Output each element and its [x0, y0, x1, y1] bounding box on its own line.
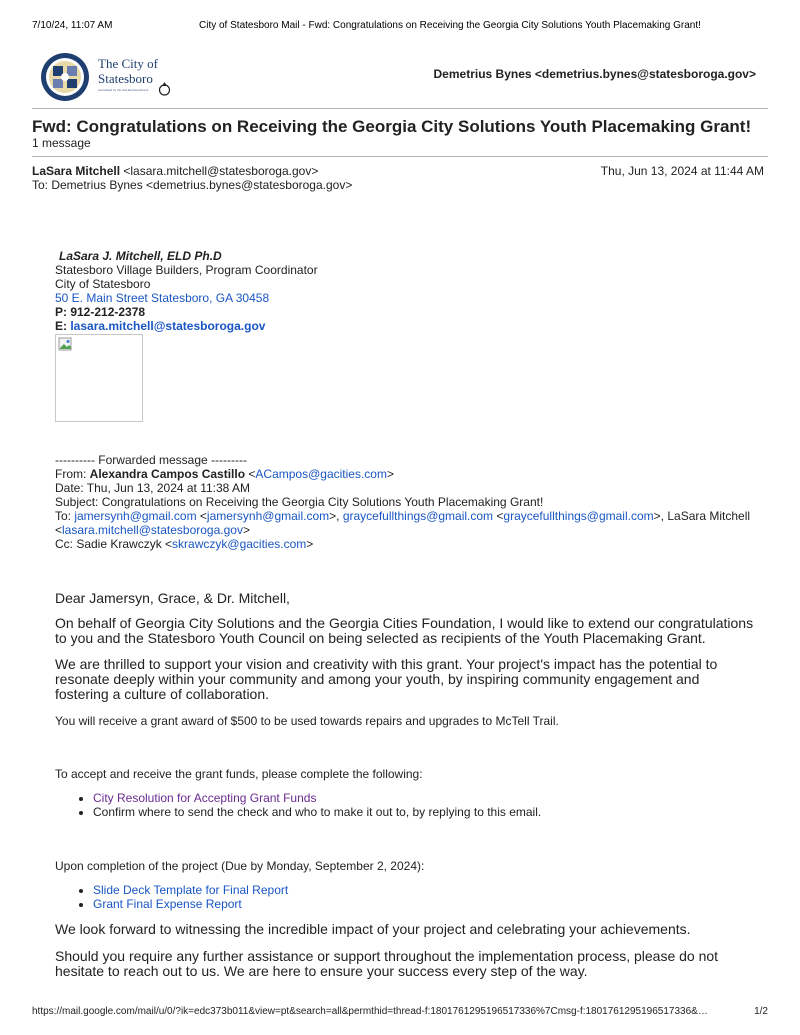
sender-name: LaSara Mitchell — [32, 164, 121, 178]
from-name: Alexandra Campos Castillo — [89, 467, 246, 481]
forwarded-subject: Subject: Congratulations on Receiving the Georgia City Solutions Youth Placemaking Grant! — [55, 495, 544, 509]
to-email-link-2[interactable]: graycefullthings@gmail.com — [342, 509, 494, 523]
signature-name: LaSara J. Mitchell, ELD Ph.D — [59, 249, 222, 263]
divider — [32, 108, 768, 109]
to-email-link-1b[interactable]: jamersynh@gmail.com — [206, 509, 330, 523]
signature-email-link[interactable]: lasara.mitchell@statesboroga.gov — [70, 319, 266, 333]
to-name-3: LaSara Mitchell — [667, 509, 751, 523]
page-number: 1/2 — [754, 1006, 768, 1017]
thread-subject: Fwd: Congratulations on Receiving the Georgia City Solutions Youth Placemaking Grant! — [32, 117, 752, 136]
signature-org: City of Statesboro — [55, 277, 151, 291]
account-label: Demetrius Bynes <demetrius.bynes@statesboroga.gov> — [433, 67, 756, 81]
letter-paragraph-2: We are thrilled to support your vision and creativity with this grant. Your project's impact has the potential to resonate deeply within your community and among your youth, by inspiring community engagement and fostering a culture of collaboration. — [55, 656, 718, 702]
message-count: 1 message — [32, 136, 91, 150]
to-email-link-3[interactable]: lasara.mitchell@statesboroga.gov — [62, 523, 243, 537]
sender-row — [32, 164, 768, 178]
logo-tagline: Accredited by the CALEA Department — [98, 88, 149, 92]
list-item — [93, 897, 755, 911]
accept-steps-list — [55, 791, 755, 819]
city-logo-text — [98, 56, 158, 86]
print-doc-title: City of Statesboro Mail - Fwd: Congratulations on Receiving the Georgia City Solutions Youth Placemaking Grant! — [199, 20, 701, 31]
city-resolution-link[interactable]: City Resolution for Accepting Grant Funds — [93, 791, 317, 805]
forwarded-header: ---------- Forwarded message --------- From: Alexandra Campos Castillo <ACampos@gacities.com> Date: Thu, Jun 13, 2024 at 11:38 AM Subject: Congratulations on Receiving the Georgia City Solutions Youth Placemaking Grant! To: jamersynh@gmail.com <jamersynh@gmail.com>, graycefullthings@gmail.com <graycefullthings@gmail.com>, LaSara Mitchell <lasara.mitchell@statesboroga.gov> Cc: Sadie Krawczyk <skrawczyk@gacities.com> — [55, 453, 765, 551]
sender-email: <lasara.mitchell@statesboroga.gov> — [123, 164, 319, 178]
signature — [55, 249, 318, 333]
badge-icon — [158, 82, 171, 96]
logo-line-2: Statesboro — [98, 71, 153, 86]
message-date: Thu, Jun 13, 2024 at 11:44 AM — [600, 164, 764, 178]
print-datetime: 7/10/24, 11:07 AM — [32, 20, 113, 31]
forwarded-date: Date: Thu, Jun 13, 2024 at 11:38 AM — [55, 481, 251, 495]
letter-paragraph-7: Should you require any further assistance or support throughout the implementation process, please do not hesitate to reach out to us. We are here to ensure your success every step of the way. — [55, 948, 719, 979]
to-email-link-2b[interactable]: graycefullthings@gmail.com — [503, 509, 654, 523]
from-email-link[interactable]: ACampos@gacities.com — [255, 467, 387, 481]
completion-steps-list — [55, 883, 755, 911]
broken-image-icon — [58, 337, 74, 353]
logo-line-1: The City of — [98, 56, 158, 71]
recipient-row: To: Demetrius Bynes <demetrius.bynes@statesboroga.gov> — [32, 178, 353, 192]
print-footer — [32, 1006, 768, 1017]
list-item: • Confirm where to send the check and who to make it out to, by replying to this email. — [93, 805, 755, 819]
to-email-link-1[interactable]: jamersynh@gmail.com — [74, 509, 197, 523]
signature-address-link[interactable]: 50 E. Main Street Statesboro, GA 30458 — [55, 291, 270, 305]
letter-greeting: Dear Jamersyn, Grace, & Dr. Mitchell, — [55, 590, 290, 606]
slide-deck-template-link[interactable]: Slide Deck Template for Final Report — [93, 883, 289, 897]
signature-title: Statesboro Village Builders, Program Coordinator — [55, 263, 318, 277]
list-item — [93, 791, 755, 805]
signature-email-label: E: — [55, 319, 71, 333]
letter-paragraph-6: We look forward to witnessing the incredible impact of your project and celebrating your achievements. — [55, 921, 691, 937]
divider — [32, 156, 768, 157]
print-header — [0, 0, 800, 30]
to-label: To: — [55, 509, 75, 523]
letter-paragraph-4: To accept and receive the grant funds, please complete the following: — [55, 767, 423, 781]
from-label: From: — [55, 467, 90, 481]
broken-image — [55, 334, 143, 422]
cc-label: Cc: Sadie Krawczyk < — [55, 537, 173, 551]
cc-email-link[interactable]: skrawczyk@gacities.com — [172, 537, 307, 551]
forwarded-separator: ---------- Forwarded message --------- — [55, 453, 247, 467]
signature-phone: P: 912-212-2378 — [55, 305, 146, 319]
city-seal-icon — [40, 52, 90, 102]
letter-paragraph-3: You will receive a grant award of $500 to be used towards repairs and upgrades to McTell Trail. — [55, 714, 559, 728]
list-item — [93, 883, 755, 897]
expense-report-link[interactable]: Grant Final Expense Report — [93, 897, 242, 911]
letter-paragraph-5: Upon completion of the project (Due by Monday, September 2, 2024): — [55, 859, 425, 873]
print-url: https://mail.google.com/mail/u/0/?ik=edc373b011&view=pt&search=all&permthid=thread-f:1801761295196517336%7Cmsg-f:1801761295196517336&… — [32, 1006, 708, 1017]
city-logo — [40, 52, 180, 100]
letter-paragraph-1: On behalf of Georgia City Solutions and the Georgia Cities Foundation, I would like to extend our congratulations to you and the Statesboro Youth Council on being selected as recipients of the Youth Placemaking Grant. — [55, 615, 754, 646]
